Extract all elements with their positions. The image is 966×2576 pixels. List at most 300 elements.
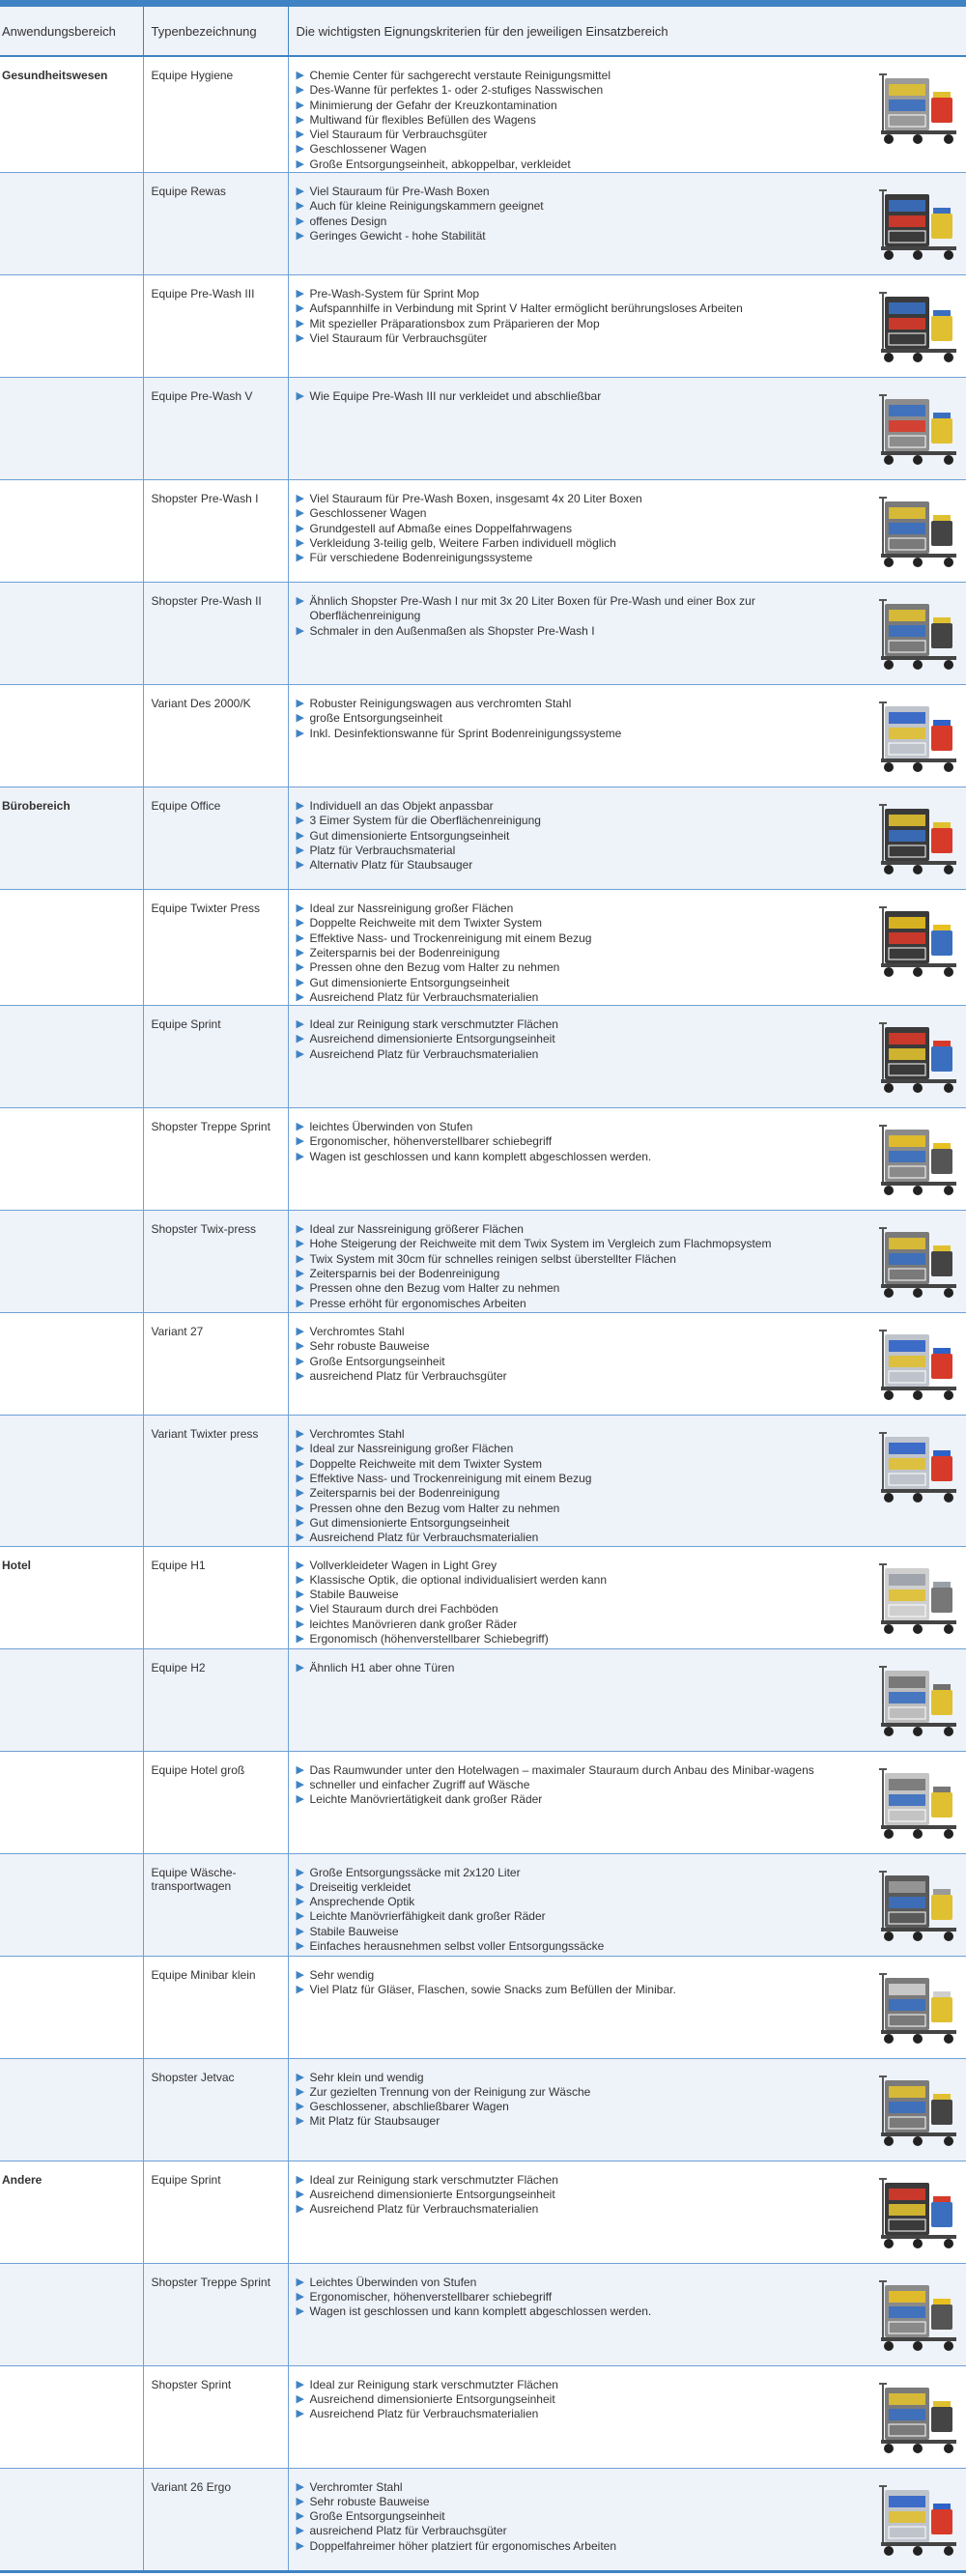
criteria-item <box>297 199 851 214</box>
cell-anwendungsbereich <box>0 378 143 480</box>
triangle-bullet-icon: ▶ <box>296 2378 304 2390</box>
triangle-bullet-icon: ▶ <box>296 1589 304 1601</box>
table-row <box>0 1546 966 1648</box>
cell-anwendungsbereich <box>0 1751 143 1853</box>
cell-eignungskriterien <box>288 1751 966 1853</box>
cell-anwendungsbereich <box>0 173 143 275</box>
criteria-text: Wie Equipe Pre-Wash III nur verkleidet und abschließbar <box>309 389 602 404</box>
header-typenbezeichnung: Typenbezeichnung <box>143 7 288 56</box>
cell-typenbezeichnung: Equipe Office <box>143 787 288 890</box>
criteria-text: Viel Stauraum für Pre-Wash Boxen <box>309 185 490 199</box>
cell-eignungskriterien <box>288 1211 966 1313</box>
criteria-item <box>297 1457 851 1472</box>
cell-typenbezeichnung: Equipe Hotel groß <box>143 1751 288 1853</box>
criteria-text: Gut dimensionierte Entsorgungseinheit <box>309 828 510 843</box>
cell-anwendungsbereich <box>0 1006 143 1108</box>
criteria-item <box>297 301 851 316</box>
criteria-text: Viel Stauraum für Verbrauchsgüter <box>309 128 488 142</box>
triangle-bullet-icon: ▶ <box>296 215 304 227</box>
triangle-bullet-icon: ▶ <box>296 1457 304 1470</box>
triangle-bullet-icon: ▶ <box>296 800 304 813</box>
criteria-item <box>297 331 851 346</box>
cell-anwendungsbereich <box>0 2468 143 2571</box>
triangle-bullet-icon: ▶ <box>296 595 304 608</box>
table-row <box>0 1956 966 2058</box>
criteria-item <box>297 829 851 844</box>
cell-typenbezeichnung: Equipe Pre-Wash V <box>143 378 288 480</box>
criteria-item <box>297 1120 851 1134</box>
criteria-item <box>297 1222 851 1237</box>
criteria-item <box>297 536 851 551</box>
chrome-cart-icon <box>875 693 962 776</box>
cell-anwendungsbereich: Hotel <box>0 1546 143 1648</box>
criteria-item <box>297 1369 851 1384</box>
criteria-text: Zeitersparnis bei der Bodenreinigung <box>309 945 500 959</box>
criteria-text: Pressen ohne den Bezug vom Halter zu nehmen <box>309 1501 560 1515</box>
criteria-text: Viel Platz für Gläser, Flaschen, sowie Snacks zum Befüllen der Minibar. <box>309 1982 676 1996</box>
criteria-item <box>297 83 851 98</box>
cell-anwendungsbereich <box>0 1853 143 1956</box>
criteria-text: Stabile Bauweise <box>309 1588 399 1602</box>
criteria-item <box>297 551 851 565</box>
triangle-bullet-icon: ▶ <box>296 113 304 126</box>
triangle-bullet-icon: ▶ <box>296 1135 304 1148</box>
criteria-list <box>297 1559 851 1647</box>
criteria-item <box>297 2202 851 2217</box>
table-row <box>0 1006 966 1108</box>
criteria-text: Viel Stauraum für Pre-Wash Boxen, insgesamt 4x 20 Liter Boxen <box>309 492 642 506</box>
criteria-text: Geschlossener, abschließbarer Wagen <box>309 2100 509 2114</box>
criteria-text: Gut dimensionierte Entsorgungseinheit <box>309 975 510 989</box>
cell-eignungskriterien <box>288 1313 966 1416</box>
criteria-item <box>297 1617 851 1632</box>
criteria-list <box>297 799 851 873</box>
criteria-item <box>297 2290 851 2304</box>
triangle-bullet-icon: ▶ <box>296 1910 304 1923</box>
cell-eignungskriterien <box>288 2263 966 2365</box>
criteria-text: Sehr wendig <box>309 1967 375 1982</box>
cell-anwendungsbereich <box>0 890 143 1006</box>
criteria-text: Vollverkleideter Wagen in Light Grey <box>309 1558 497 1572</box>
criteria-text: Ansprechende Optik <box>309 1895 415 1909</box>
triangle-bullet-icon: ▶ <box>296 2071 304 2083</box>
cell-anwendungsbereich <box>0 1313 143 1416</box>
triangle-bullet-icon: ▶ <box>296 200 304 213</box>
criteria-item <box>297 1486 851 1501</box>
cell-anwendungsbereich <box>0 1956 143 2058</box>
criteria-text: Alternativ Platz für Staubsauger <box>309 858 473 873</box>
criteria-list <box>297 1325 851 1384</box>
criteria-item <box>297 2173 851 2188</box>
criteria-text: Zeitersparnis bei der Bodenreinigung <box>309 1486 500 1501</box>
cell-typenbezeichnung: Variant 27 <box>143 1313 288 1416</box>
triangle-bullet-icon: ▶ <box>296 1516 304 1529</box>
box-trolley-icon <box>875 2067 962 2150</box>
criteria-list <box>297 1866 851 1955</box>
criteria-text: Wagen ist geschlossen und kann komplett abgeschlossen werden. <box>309 2304 652 2319</box>
cell-eignungskriterien <box>288 1416 966 1546</box>
criteria-text: Des-Wanne für perfektes 1- oder 2-stufiges Nasswischen <box>309 83 604 98</box>
triangle-bullet-icon: ▶ <box>296 1896 304 1908</box>
triangle-bullet-icon: ▶ <box>296 1223 304 1236</box>
cell-anwendungsbereich: Bürobereich <box>0 787 143 890</box>
criteria-text: Ausreichend dimensionierte Entsorgungseinheit <box>309 2187 555 2201</box>
triangle-bullet-icon: ▶ <box>296 1866 304 1878</box>
cell-eignungskriterien <box>288 890 966 1006</box>
cell-eignungskriterien <box>288 2161 966 2263</box>
triangle-bullet-icon: ▶ <box>296 317 304 329</box>
table-row <box>0 2058 966 2161</box>
criteria-list <box>297 69 851 172</box>
triangle-bullet-icon: ▶ <box>296 990 304 1003</box>
stair-trolley-icon <box>875 1116 962 1199</box>
criteria-text: Ergonomischer, höhenverstellbarer schiebegriff <box>309 2289 553 2304</box>
triangle-bullet-icon: ▶ <box>296 859 304 872</box>
cell-typenbezeichnung: Variant Des 2000/K <box>143 685 288 787</box>
cell-eignungskriterien <box>288 1108 966 1211</box>
triangle-bullet-icon: ▶ <box>296 2305 304 2318</box>
criteria-item <box>297 157 851 172</box>
criteria-text: Leichtes Überwinden von Stufen <box>309 2275 477 2289</box>
criteria-item <box>297 916 851 930</box>
criteria-item <box>297 1502 851 1516</box>
criteria-item <box>297 2071 851 2085</box>
cell-typenbezeichnung: Shopster Sprint <box>143 2365 288 2468</box>
triangle-bullet-icon: ▶ <box>296 829 304 842</box>
criteria-item <box>297 711 851 726</box>
criteria-text: Pressen ohne den Bezug vom Halter zu nehmen <box>309 1281 560 1296</box>
triangle-bullet-icon: ▶ <box>296 1983 304 1995</box>
criteria-list <box>297 902 851 1005</box>
laundry-cart-icon <box>875 1862 962 1945</box>
triangle-bullet-icon: ▶ <box>296 143 304 156</box>
chrome-cart-icon <box>875 2476 962 2560</box>
criteria-item <box>297 1442 851 1456</box>
box-trolley-icon <box>875 2374 962 2457</box>
criteria-item <box>297 1427 851 1442</box>
table-row <box>0 2468 966 2571</box>
cell-anwendungsbereich <box>0 1108 143 1211</box>
criteria-item <box>297 727 851 741</box>
criteria-text: Ausreichend dimensionierte Entsorgungseinheit <box>309 1032 555 1046</box>
triangle-bullet-icon: ▶ <box>296 1633 304 1646</box>
triangle-bullet-icon: ▶ <box>296 1121 304 1133</box>
criteria-item <box>297 2480 851 2495</box>
criteria-text: Doppelte Reichweite mit dem Twixter System <box>309 916 543 930</box>
criteria-item <box>297 1661 851 1675</box>
criteria-list <box>297 389 851 404</box>
table-row <box>0 1108 966 1211</box>
table-row <box>0 890 966 1006</box>
triangle-bullet-icon: ▶ <box>296 2480 304 2493</box>
table-row <box>0 1648 966 1751</box>
cell-typenbezeichnung: Equipe Twixter Press <box>143 890 288 1006</box>
header-eignungskriterien: Die wichtigsten Eignungskriterien für den jeweiligen Einsatzbereich <box>288 7 966 56</box>
triangle-bullet-icon: ▶ <box>296 1487 304 1500</box>
cell-typenbezeichnung: Equipe Rewas <box>143 173 288 275</box>
criteria-list <box>297 2480 851 2554</box>
triangle-bullet-icon: ▶ <box>296 99 304 111</box>
criteria-text: Doppelfahreimer höher platziert für ergonomisches Arbeiten <box>309 2538 617 2553</box>
cell-anwendungsbereich <box>0 685 143 787</box>
criteria-item <box>297 931 851 946</box>
cell-typenbezeichnung: Equipe Hygiene <box>143 56 288 173</box>
criteria-text: Hohe Steigerung der Reichweite mit dem Twix System im Vergleich zum Flachmopsystem <box>309 1237 772 1251</box>
criteria-item <box>297 1880 851 1895</box>
triangle-bullet-icon: ▶ <box>296 624 304 637</box>
criteria-text: Sehr robuste Bauweise <box>309 1339 430 1354</box>
criteria-text: Effektive Nass- und Trockenreinigung mit einem Bezug <box>309 1472 592 1486</box>
triangle-bullet-icon: ▶ <box>296 1763 304 1776</box>
criteria-text: Aufspannhilfe in Verbindung mit Sprint V Halter ermöglicht berührungsloses Arbeiten <box>309 301 743 316</box>
triangle-bullet-icon: ▶ <box>296 1268 304 1280</box>
triangle-bullet-icon: ▶ <box>296 1573 304 1586</box>
criteria-text: Multiwand für flexibles Befüllen des Wagens <box>309 112 536 127</box>
criteria-list <box>297 1017 851 1062</box>
triangle-bullet-icon: ▶ <box>296 1340 304 1353</box>
criteria-text: Stabile Bauweise <box>309 1924 399 1938</box>
box-trolley-icon <box>875 590 962 673</box>
criteria-text: Verchromtes Stahl <box>309 1325 405 1339</box>
office-cart-icon <box>875 795 962 878</box>
hotel-cart-open-icon <box>875 1657 962 1740</box>
hotel-cart-large-icon <box>875 1760 962 1843</box>
triangle-bullet-icon: ▶ <box>296 1531 304 1544</box>
criteria-text: Geschlossener Wagen <box>309 506 427 521</box>
header-anwendungsbereich: Anwendungsbereich <box>0 7 143 56</box>
cell-typenbezeichnung: Shopster Pre-Wash I <box>143 480 288 583</box>
cell-eignungskriterien <box>288 685 966 787</box>
triangle-bullet-icon: ▶ <box>296 302 304 315</box>
cell-anwendungsbereich <box>0 2365 143 2468</box>
criteria-list <box>297 1661 851 1675</box>
triangle-bullet-icon: ▶ <box>296 902 304 915</box>
criteria-list <box>297 2071 851 2130</box>
cell-eignungskriterien <box>288 173 966 275</box>
criteria-item <box>297 215 851 229</box>
criteria-text: Leichte Manövriertätigkeit dank großer Räder <box>309 1792 543 1807</box>
criteria-item <box>297 1573 851 1588</box>
cell-anwendungsbereich <box>0 275 143 378</box>
triangle-bullet-icon: ▶ <box>296 2408 304 2420</box>
cell-anwendungsbereich: Gesundheitswesen <box>0 56 143 173</box>
triangle-bullet-icon: ▶ <box>296 2101 304 2113</box>
cell-typenbezeichnung: Equipe H2 <box>143 1648 288 1751</box>
cell-typenbezeichnung: Variant Twixter press <box>143 1416 288 1546</box>
cell-typenbezeichnung: Shopster Treppe Sprint <box>143 1108 288 1211</box>
criteria-item <box>297 902 851 916</box>
criteria-text: ausreichend Platz für Verbrauchsgüter <box>309 1369 507 1384</box>
cell-anwendungsbereich: Andere <box>0 2161 143 2263</box>
criteria-text: Ideal zur Nassreinigung großer Flächen <box>309 902 514 916</box>
triangle-bullet-icon: ▶ <box>296 229 304 242</box>
triangle-bullet-icon: ▶ <box>296 1355 304 1367</box>
triangle-bullet-icon: ▶ <box>296 1661 304 1674</box>
box-trolley-icon <box>875 488 962 571</box>
triangle-bullet-icon: ▶ <box>296 2495 304 2507</box>
criteria-list <box>297 1763 851 1808</box>
cell-anwendungsbereich <box>0 480 143 583</box>
triangle-bullet-icon: ▶ <box>296 84 304 97</box>
criteria-item <box>297 142 851 157</box>
criteria-text: Gut dimensionierte Entsorgungseinheit <box>309 1515 510 1530</box>
cell-anwendungsbereich <box>0 2263 143 2365</box>
criteria-list <box>297 287 851 346</box>
criteria-text: Verchromtes Stahl <box>309 1427 405 1442</box>
criteria-item <box>297 799 851 814</box>
criteria-item <box>297 522 851 536</box>
criteria-text: schneller und einfacher Zugriff auf Wäsche <box>309 1777 530 1791</box>
criteria-item <box>297 99 851 113</box>
criteria-text: offenes Design <box>309 214 387 228</box>
triangle-bullet-icon: ▶ <box>296 1925 304 1937</box>
criteria-text: Viel Stauraum für Verbrauchsgüter <box>309 330 488 345</box>
criteria-text: Das Raumwunder unter den Hotelwagen – maximaler Stauraum durch Anbau des Minibar-wagens <box>309 1762 814 1777</box>
criteria-item <box>297 492 851 506</box>
table-row <box>0 275 966 378</box>
criteria-text: Robuster Reinigungswagen aus verchromten Stahl <box>309 697 572 711</box>
prewash-cart-icon <box>875 181 962 264</box>
criteria-item <box>297 1297 851 1311</box>
criteria-item <box>297 1339 851 1354</box>
cell-eignungskriterien <box>288 1006 966 1108</box>
criteria-item <box>297 1355 851 1369</box>
criteria-item <box>297 960 851 975</box>
criteria-text: Zeitersparnis bei der Bodenreinigung <box>309 1267 500 1281</box>
criteria-item <box>297 128 851 142</box>
triangle-bullet-icon: ▶ <box>296 1603 304 1616</box>
triangle-bullet-icon: ▶ <box>296 1238 304 1250</box>
triangle-bullet-icon: ▶ <box>296 1968 304 1981</box>
criteria-text: Doppelte Reichweite mit dem Twixter System <box>309 1456 543 1471</box>
criteria-list <box>297 1968 851 1998</box>
criteria-text: Verkleidung 3-teilig gelb, Weitere Farben individuell möglich <box>309 535 616 550</box>
criteria-text: ausreichend Platz für Verbrauchsgüter <box>309 2524 507 2538</box>
prewash-cart-icon <box>875 283 962 366</box>
cell-eignungskriterien <box>288 1853 966 1956</box>
criteria-list <box>297 594 851 639</box>
triangle-bullet-icon: ▶ <box>296 2392 304 2405</box>
criteria-item <box>297 2275 851 2290</box>
criteria-text: Leichte Manövrierfähigkeit dank großer Räder <box>309 1909 546 1924</box>
criteria-text: 3 Eimer System für die Oberflächenreinigung <box>309 814 541 828</box>
criteria-text: Dreiseitig verkleidet <box>309 1879 412 1894</box>
criteria-text: leichtes Manövrieren dank großer Räder <box>309 1617 518 1631</box>
triangle-bullet-icon: ▶ <box>296 2085 304 2098</box>
triangle-bullet-icon: ▶ <box>296 2203 304 2216</box>
triangle-bullet-icon: ▶ <box>296 1018 304 1031</box>
criteria-text: Grundgestell auf Abmaße eines Doppelfahrwagens <box>309 521 572 535</box>
triangle-bullet-icon: ▶ <box>296 1326 304 1338</box>
cell-eignungskriterien <box>288 1956 966 2058</box>
triangle-bullet-icon: ▶ <box>296 70 304 81</box>
triangle-bullet-icon: ▶ <box>296 1617 304 1630</box>
box-trolley-icon <box>875 1218 962 1302</box>
triangle-bullet-icon: ▶ <box>296 1880 304 1893</box>
cell-eignungskriterien <box>288 378 966 480</box>
triangle-bullet-icon: ▶ <box>296 331 304 344</box>
criteria-text: Presse erhöht für ergonomisches Arbeiten <box>309 1296 526 1310</box>
cell-typenbezeichnung: Equipe H1 <box>143 1546 288 1648</box>
triangle-bullet-icon: ▶ <box>296 1502 304 1514</box>
criteria-text: Ausreichend Platz für Verbrauchsmaterialien <box>309 1046 539 1061</box>
criteria-item <box>297 2495 851 2509</box>
criteria-item <box>297 2188 851 2202</box>
criteria-text: Pre-Wash-System für Sprint Mop <box>309 287 480 301</box>
triangle-bullet-icon: ▶ <box>296 1559 304 1571</box>
criteria-text: Ausreichend Platz für Verbrauchsmaterialien <box>309 2202 539 2217</box>
triangle-bullet-icon: ▶ <box>296 2275 304 2288</box>
criteria-item <box>297 1983 851 1997</box>
criteria-item <box>297 1267 851 1281</box>
triangle-bullet-icon: ▶ <box>296 157 304 170</box>
triangle-bullet-icon: ▶ <box>296 698 304 710</box>
criteria-item <box>297 1909 851 1924</box>
cell-typenbezeichnung: Equipe Pre-Wash III <box>143 275 288 378</box>
criteria-text: Ausreichend Platz für Verbrauchsmaterialien <box>309 1531 539 1545</box>
triangle-bullet-icon: ▶ <box>296 288 304 301</box>
chrome-cart-icon <box>875 1423 962 1506</box>
criteria-text: Mit spezieller Präparationsbox zum Präparieren der Mop <box>309 316 600 330</box>
criteria-list <box>297 492 851 565</box>
criteria-text: Große Entsorgungseinheit, abkoppelbar, verkleidet <box>309 157 571 171</box>
triangle-bullet-icon: ▶ <box>296 2188 304 2200</box>
criteria-item <box>297 69 851 83</box>
table-row <box>0 583 966 685</box>
criteria-text: große Entsorgungseinheit <box>309 711 442 726</box>
table-body <box>0 56 966 2571</box>
criteria-item <box>297 506 851 521</box>
cell-eignungskriterien <box>288 480 966 583</box>
sprint-cart-icon <box>875 2169 962 2252</box>
criteria-text: Effektive Nass- und Trockenreinigung mit einem Bezug <box>309 930 592 945</box>
triangle-bullet-icon: ▶ <box>296 1473 304 1485</box>
criteria-text: Geschlossener Wagen <box>309 142 427 157</box>
criteria-item <box>297 1559 851 1573</box>
criteria-item <box>297 946 851 960</box>
criteria-item <box>297 1763 851 1778</box>
criteria-item <box>297 697 851 711</box>
cell-typenbezeichnung: Equipe Sprint <box>143 1006 288 1108</box>
criteria-text: Ausreichend dimensionierte Entsorgungseinheit <box>309 2391 555 2406</box>
table-row <box>0 1313 966 1416</box>
table-row <box>0 787 966 890</box>
triangle-bullet-icon: ▶ <box>296 2173 304 2186</box>
cell-typenbezeichnung: Equipe Minibar klein <box>143 1956 288 2058</box>
cell-anwendungsbereich <box>0 583 143 685</box>
criteria-text: Individuell an das Objekt anpassbar <box>309 799 494 814</box>
cell-typenbezeichnung: Variant 26 Ergo <box>143 2468 288 2571</box>
triangle-bullet-icon: ▶ <box>296 522 304 534</box>
criteria-item <box>297 2114 851 2129</box>
criteria-item <box>297 1047 851 1062</box>
minibar-cart-icon <box>875 1964 962 2047</box>
cell-anwendungsbereich <box>0 1211 143 1313</box>
criteria-item <box>297 1925 851 1939</box>
triangle-bullet-icon: ▶ <box>296 1150 304 1162</box>
cell-eignungskriterien <box>288 1546 966 1648</box>
cell-anwendungsbereich <box>0 1648 143 1751</box>
criteria-text: Platz für Verbrauchsmaterial <box>309 843 456 857</box>
table-row <box>0 1211 966 1313</box>
table-row <box>0 480 966 583</box>
triangle-bullet-icon: ▶ <box>296 1297 304 1309</box>
criteria-item <box>297 1281 851 1296</box>
criteria-text: Minimierung der Gefahr der Kreuzkontamination <box>309 98 557 112</box>
triangle-bullet-icon: ▶ <box>296 1778 304 1790</box>
criteria-item <box>297 2100 851 2114</box>
criteria-item <box>297 287 851 301</box>
